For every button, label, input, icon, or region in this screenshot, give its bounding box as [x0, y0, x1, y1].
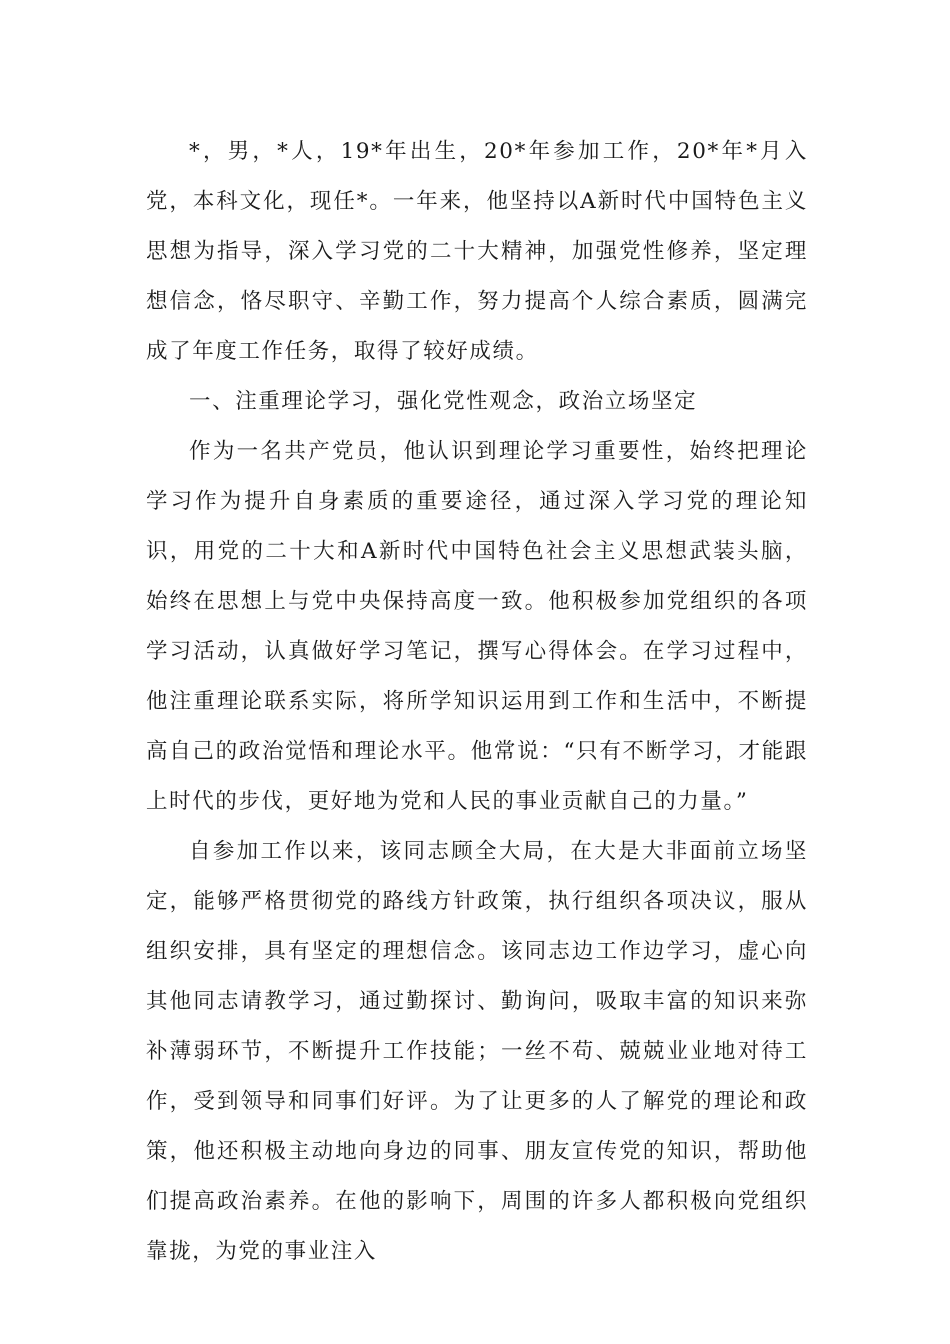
theory-study-paragraph: 作为一名共产党员，他认识到理论学习重要性，始终把理论学习作为提升自身素质的重要途径，通过深入学习党的理论知识，用党的二十大和A新时代中国特色社会主义思想武装头脑，始终在思想上与党中央保持高度一致。他积极参加党组织的各项学习活动，认真做好学习笔记，撰写心得体会。在学习过程中，他注重理论联系实际，将所学知识运用到工作和生活中，不断提高自己的政治觉悟和理论水平。他常说：“只有不断学习，才能跟上时代的步伐，更好地为党和人民的事业贡献自己的力量。” [146, 439, 808, 814]
section-heading: 一、注重理论学习，强化党性观念，政治立场坚定 [189, 389, 698, 414]
work-attitude-paragraph: 自参加工作以来，该同志顾全大局，在大是大非面前立场坚定，能够严格贯彻党的路线方针政策，执行组织各项决议，服从组织安排，具有坚定的理想信念。该同志边工作边学习，虚心向其他同志请教学习，通过勤探讨、勤询问，吸取丰富的知识来弥补薄弱环节，不断提升工作技能；一丝不苟、兢兢业业地对待工作，受到领导和同事们好评。为了让更多的人了解党的理论和政策，他还积极主动地向身边的同事、朋友宣传党的知识，帮助他们提高政治素养。在他的影响下，周围的许多人都积极向党组织靠拢，为党的事业注入 [146, 839, 808, 1264]
intro-paragraph: *，男，*人，19*年出生，20*年参加工作，20*年*月入党，本科文化，现任*。一年来，他坚持以A新时代中国特色主义思想为指导，深入学习党的二十大精神，加强党性修养，坚定理想信念，恪尽职守、辛勤工作，努力提高个人综合素质，圆满完成了年度工作任务，取得了较好成绩。 [146, 139, 808, 364]
document-body [146, 127, 808, 1277]
